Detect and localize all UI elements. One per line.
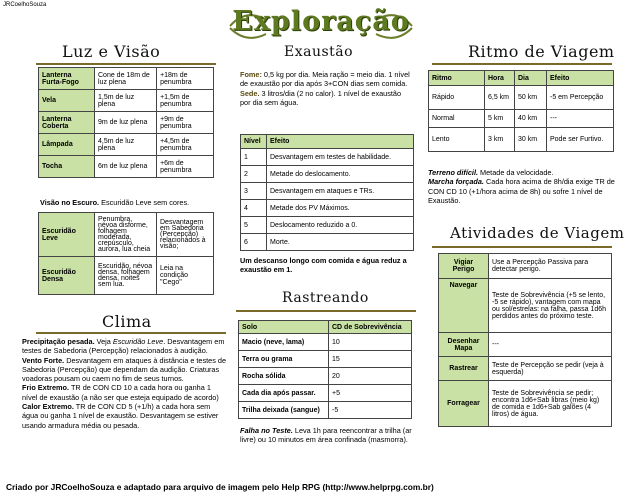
exaustao-effect: Metade dos PV Máximos. bbox=[267, 200, 414, 217]
clima-item-text: Veja bbox=[94, 337, 113, 346]
luz-light: 4,5m de luz plena bbox=[95, 134, 157, 156]
clima-item bbox=[22, 402, 228, 430]
exaustao-effect: Desvantagem em ataques e TRs. bbox=[267, 183, 414, 200]
luz-name: Lanterna Furta-Fogo bbox=[39, 68, 95, 90]
solo: Rocha sólida bbox=[239, 368, 329, 385]
atividades-table bbox=[438, 253, 612, 427]
clima-text bbox=[22, 337, 228, 430]
exaustao-effect: Deslocamento reduzido a 0. bbox=[267, 217, 414, 234]
top-credit: JRCoelhoSouza bbox=[3, 2, 47, 8]
ritmo-day: 30 km bbox=[515, 128, 547, 152]
luz-name: Lâmpada bbox=[39, 134, 95, 156]
exaustao-intro bbox=[240, 70, 412, 107]
rest-note: Um descanso longo com comida e água reduz a exaustão em 1. bbox=[240, 256, 407, 275]
cd: 15 bbox=[329, 351, 412, 368]
exaustao-level: 4 bbox=[241, 200, 267, 217]
col-header: Solo bbox=[239, 321, 329, 334]
terreno-label: Terreno difícil. bbox=[428, 168, 479, 177]
table-row bbox=[39, 90, 214, 112]
clima-item bbox=[22, 356, 228, 384]
luz-light: Cone de 18m de luz plena bbox=[95, 68, 157, 90]
atividade-desc: Teste de Sobrevivência (+5 se lento, -5 se rápido), vantagem com mapa ou sol/estrelas: na falha, passa 1d6h perdidos antes do próximo teste. bbox=[489, 279, 612, 333]
ritmo-name: Normal bbox=[429, 110, 485, 128]
footer-credit: Criado por JRCoelhoSouza e adaptado para arquivo de imagem pelo Help RPG (http://www.helprpg.com.br) bbox=[6, 482, 434, 492]
atividade-name: Navegar bbox=[439, 279, 489, 333]
rastreando-table bbox=[238, 320, 412, 419]
table-row bbox=[239, 402, 412, 419]
ritmo-day: 50 km bbox=[515, 86, 547, 110]
ritmo-hour: 6,5 km bbox=[485, 86, 515, 110]
title-banner bbox=[226, 6, 416, 46]
marcha-label: Marcha forçada. bbox=[428, 177, 484, 187]
ritmo-day: 40 km bbox=[515, 110, 547, 128]
sede-text: 3 litros/dia (2 no calor). 1 nível de exaustão por dia sem água. bbox=[240, 88, 402, 107]
luz-penumbra: +6m de penumbra bbox=[157, 156, 214, 178]
ritmo-notes bbox=[428, 168, 618, 205]
luz-light: 1,5m de luz plena bbox=[95, 90, 157, 112]
atividades-rule bbox=[432, 246, 612, 248]
col-header: CD de Sobrevivência bbox=[329, 321, 412, 334]
luz-penumbra: +9m de penumbra bbox=[157, 112, 214, 134]
ritmo-effect: -5 em Percepção bbox=[547, 86, 614, 110]
ritmo-title: Ritmo de Viagem bbox=[468, 42, 615, 61]
dark-effect: Leia na condição "Cego" bbox=[157, 257, 214, 295]
table-row bbox=[241, 166, 414, 183]
table-row bbox=[39, 112, 214, 134]
table-row bbox=[39, 156, 214, 178]
darkness-table bbox=[38, 212, 214, 295]
atividades-title: Atividades de Viagem bbox=[450, 224, 625, 242]
luz-table bbox=[38, 67, 214, 178]
dark-desc: Penumbra, névoa disforme, folhagem moderada, crepúsculo, aurora, lua cheia bbox=[95, 213, 157, 257]
ritmo-table bbox=[428, 70, 614, 152]
table-header-row bbox=[239, 321, 412, 334]
clima-item-text: Desvantagem em ataques à distância e testes de Sabedoria (Percepção) que dependam da audição. Criaturas voadoras pousam ou caem no fim de seus turnos. bbox=[22, 355, 227, 384]
sede-line bbox=[240, 89, 412, 108]
fail-label: Falha no Teste. bbox=[240, 426, 293, 435]
table-row bbox=[241, 183, 414, 200]
exaustao-title: Exaustão bbox=[284, 44, 354, 60]
ritmo-hour: 5 km bbox=[485, 110, 515, 128]
table-row bbox=[39, 68, 214, 90]
atividade-name: Forragear bbox=[439, 381, 489, 427]
luz-penumbra: +18m de penumbra bbox=[157, 68, 214, 90]
dark-name: Escuridão Densa bbox=[39, 257, 95, 295]
col-header: Hora bbox=[485, 71, 515, 86]
atividade-desc: --- bbox=[489, 333, 612, 357]
table-row bbox=[241, 200, 414, 217]
table-row bbox=[39, 134, 214, 156]
clima-item-label: Frio Extremo. bbox=[22, 383, 70, 393]
atividade-desc: Teste de Percepção se pedir (veja à esquerda) bbox=[489, 357, 612, 381]
ritmo-name: Rápido bbox=[429, 86, 485, 110]
exaustao-effect: Desvantagem em testes de habilidade. bbox=[267, 149, 414, 166]
table-row bbox=[439, 254, 612, 279]
luz-name: Vela bbox=[39, 90, 95, 112]
clima-item-text: TR de CON CD 10 a cada hora ou ganha 1 nível de exaustão (a não ser que esteja equipado de acordo) bbox=[22, 383, 219, 402]
clima-title: Clima bbox=[102, 312, 152, 331]
atividade-name: Vigiar Perigo bbox=[439, 254, 489, 279]
col-header: Nível bbox=[241, 135, 267, 149]
fome-line bbox=[240, 70, 412, 89]
table-row bbox=[241, 149, 414, 166]
table-row bbox=[429, 110, 614, 128]
table-row bbox=[39, 213, 214, 257]
ritmo-effect: --- bbox=[547, 110, 614, 128]
col-header: Dia bbox=[515, 71, 547, 86]
table-row bbox=[439, 381, 612, 427]
clima-item-italic: Escuridão Leve bbox=[112, 337, 164, 346]
ritmo-effect: Pode ser Furtivo. bbox=[547, 128, 614, 152]
dark-desc: Escuridão, névoa densa, folhagem densa, noites sem lua. bbox=[95, 257, 157, 295]
exaustao-level: 6 bbox=[241, 234, 267, 251]
clima-item-label: Precipitação pesada. bbox=[22, 337, 95, 346]
exaustao-level: 1 bbox=[241, 149, 267, 166]
cd: 10 bbox=[329, 334, 412, 351]
table-row bbox=[239, 351, 412, 368]
luz-penumbra: +4,5m de penumbra bbox=[157, 134, 214, 156]
rastreando-rule bbox=[236, 310, 416, 312]
dark-name: Escuridão Leve bbox=[39, 213, 95, 257]
exaustao-level: 5 bbox=[241, 217, 267, 234]
luz-light: 9m de luz plena bbox=[95, 112, 157, 134]
table-row bbox=[241, 234, 414, 251]
table-row bbox=[239, 334, 412, 351]
luz-title: Luz e Visão bbox=[62, 42, 161, 61]
table-row bbox=[39, 257, 214, 295]
cd: 20 bbox=[329, 368, 412, 385]
table-row bbox=[439, 333, 612, 357]
ritmo-name: Lento bbox=[429, 128, 485, 152]
exaustao-effect: Metade do deslocamento. bbox=[267, 166, 414, 183]
clima-item bbox=[22, 337, 228, 356]
fail-text: Leva 1h para reencontrar a trilha (ar livre) ou 10 minutos em área confinada (masmorra). bbox=[240, 426, 412, 445]
luz-rule bbox=[36, 63, 216, 65]
darkvision-label: Visão no Escuro. bbox=[40, 198, 100, 207]
col-header: Efeito bbox=[267, 135, 414, 149]
col-header: Ritmo bbox=[429, 71, 485, 86]
atividade-desc: Teste de Sobrevivência se pedir; encontra 1d6+Sab libras (meio kg) de comida e 1d6+Sab galões (4 litros) de água. bbox=[489, 381, 612, 427]
fome-label: Fome: bbox=[240, 70, 262, 79]
clima-item bbox=[22, 383, 228, 402]
dark-effect: Desvantagem em Sabedoria (Percepção) relacionados à visão; bbox=[157, 213, 214, 257]
luz-penumbra: +1,5m de penumbra bbox=[157, 90, 214, 112]
darkvision-note bbox=[40, 198, 220, 207]
terreno-text: Metade da velocidade. bbox=[478, 168, 554, 177]
exaustao-effect: Morte. bbox=[267, 234, 414, 251]
cd: -5 bbox=[329, 402, 412, 419]
solo: Macio (neve, lama) bbox=[239, 334, 329, 351]
atividade-desc: Use a Percepção Passiva para detectar perigo. bbox=[489, 254, 612, 279]
luz-light: 6m de luz plena bbox=[95, 156, 157, 178]
table-row bbox=[429, 86, 614, 110]
luz-name: Tocha bbox=[39, 156, 95, 178]
clima-rule bbox=[36, 332, 226, 334]
atividade-name: Rastrear bbox=[439, 357, 489, 381]
fome-text: 0,5 kg por dia. Meia ração = meio dia. 1 nível de exaustão por dia após 3+CON dias sem comida. bbox=[240, 70, 410, 89]
cd: +5 bbox=[329, 385, 412, 402]
atividade-name: Desenhar Mapa bbox=[439, 333, 489, 357]
table-header-row bbox=[241, 135, 414, 149]
table-header-row bbox=[429, 71, 614, 86]
marcha-line bbox=[428, 177, 618, 205]
clima-item-label: Vento Forte. bbox=[22, 355, 65, 365]
fail-note bbox=[240, 426, 416, 445]
solo: Trilha deixada (sangue) bbox=[239, 402, 329, 419]
table-row bbox=[241, 217, 414, 234]
ritmo-hour: 3 km bbox=[485, 128, 515, 152]
solo: Cada dia após passar. bbox=[239, 385, 329, 402]
table-row bbox=[439, 279, 612, 333]
exaustao-level: 3 bbox=[241, 183, 267, 200]
col-header: Efeito bbox=[547, 71, 614, 86]
terreno-line bbox=[428, 168, 618, 177]
rastreando-title: Rastreando bbox=[282, 290, 369, 306]
solo: Terra ou grama bbox=[239, 351, 329, 368]
table-row bbox=[439, 357, 612, 381]
sede-label: Sede. bbox=[240, 88, 260, 98]
exaustao-table bbox=[240, 134, 414, 251]
table-row bbox=[239, 385, 412, 402]
marcha-text: Cada hora acima de 8h/dia exige TR de CON CD 10 (+1/hora acima de 8h) ou sofre 1 nível de Exaustão. bbox=[428, 177, 615, 205]
exaustao-level: 2 bbox=[241, 166, 267, 183]
darkvision-text: Escuridão Leve sem cores. bbox=[99, 198, 190, 207]
clima-item-text: TR de CON CD 5 (+1/h) a cada hora sem água ou ganha 1 nível de exaustão. Desvantagem se estiver usando armadura média ou pesada. bbox=[22, 402, 219, 430]
table-row bbox=[429, 128, 614, 152]
clima-item-label: Calor Extremo. bbox=[22, 402, 74, 412]
ritmo-rule bbox=[432, 63, 612, 65]
clima-item-text: . Desvantagem em testes de Sabedoria (Percepção) relacionados à audição. bbox=[22, 337, 225, 356]
table-row bbox=[239, 368, 412, 385]
page-title: Exploração bbox=[232, 6, 410, 37]
luz-name: Lanterna Coberta bbox=[39, 112, 95, 134]
